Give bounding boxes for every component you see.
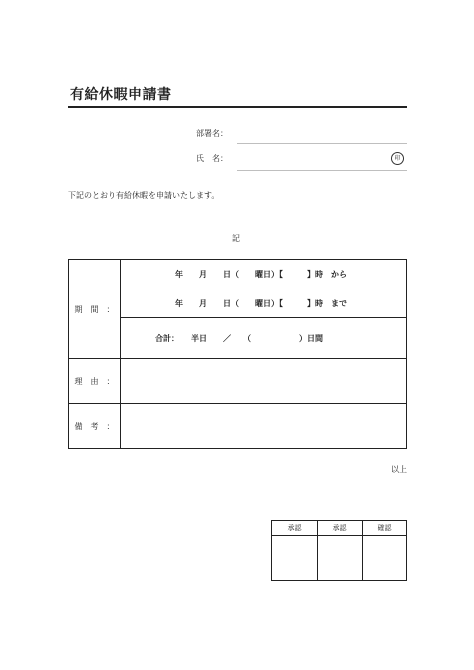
ki-heading: 記 (232, 234, 240, 243)
reason-label: 理 由 ： (74, 377, 115, 386)
remarks-field[interactable] (121, 404, 406, 448)
leave-details-table (68, 259, 407, 449)
intro-text: 下記のとおり有給休暇を申請いたします。 (68, 191, 220, 200)
name-field[interactable] (237, 170, 407, 171)
period-total-row: 合計： 半日 ／ （ ）日間 (155, 334, 323, 343)
name-label: 氏 名： (196, 154, 228, 163)
department-field[interactable] (237, 143, 407, 144)
remarks-label: 備 考 ： (74, 422, 115, 431)
department-label: 部署名： (196, 129, 228, 138)
period-end-row: 年 月 日（ 曜日）【 】時 まで (175, 299, 347, 308)
confirm-header: 確認 (377, 524, 392, 532)
title-underline (68, 106, 407, 108)
approval-stamp-table (271, 520, 407, 581)
approval-header-1: 承認 (287, 524, 302, 532)
approval-stamp-box-1[interactable] (272, 536, 317, 580)
period-label: 期 間 ： (74, 305, 115, 314)
period-inner-divider (120, 317, 406, 318)
ijou-text: 以上 (391, 465, 407, 474)
document-title: 有給休暇申請書 (70, 87, 172, 103)
approval-stamp-box-2[interactable] (318, 536, 362, 580)
confirm-stamp-box[interactable] (363, 536, 406, 580)
approval-header-2: 承認 (332, 524, 347, 532)
seal-icon: 印 (391, 152, 404, 165)
reason-field[interactable] (121, 359, 406, 402)
period-start-row: 年 月 日（ 曜日）【 】時 から (175, 270, 347, 279)
